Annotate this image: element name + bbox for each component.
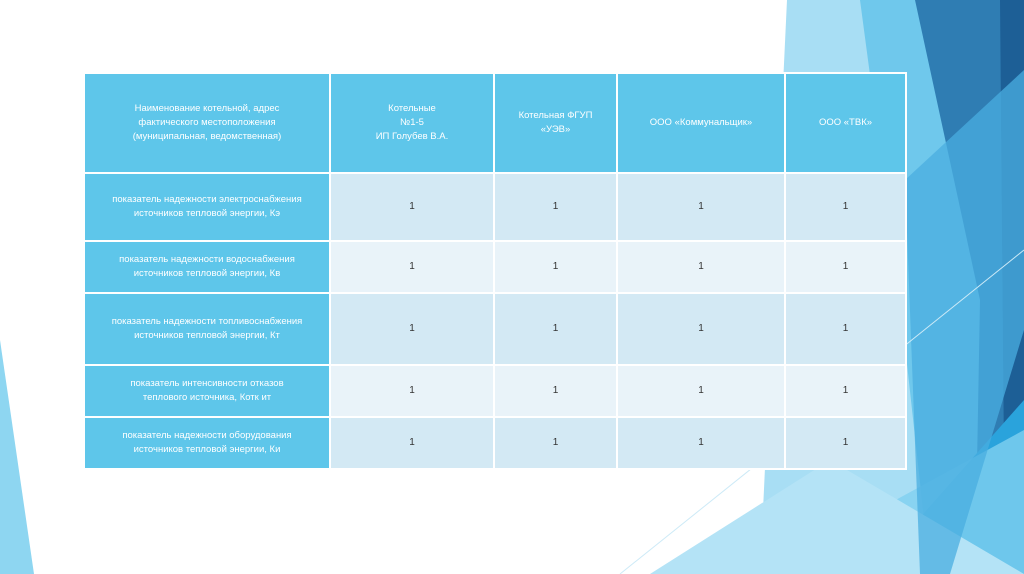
table-cell: 1 [494,293,617,365]
row-label: показатель надежности топливоснабжения источников тепловой энергии, Кт [84,293,330,365]
table-row [84,293,906,365]
row-label: показатель интенсивности отказов теплового источника, Котк ит [84,365,330,417]
row-label: показатель надежности электроснабжения источников тепловой энергии, Кэ [84,173,330,241]
left-accent-shape [0,340,34,574]
table-row [84,417,906,469]
table-cell: 1 [494,417,617,469]
table-row [84,173,906,241]
table-cell: 1 [330,241,494,293]
header-fgup-uev: Котельная ФГУП «УЭВ» [494,73,617,173]
table-cell: 1 [617,241,785,293]
header-tvk: ООО «ТВК» [785,73,906,173]
reliability-indicators-table [83,72,907,470]
table-cell: 1 [494,241,617,293]
table-cell: 1 [785,173,906,241]
table-cell: 1 [617,293,785,365]
table-cell: 1 [330,173,494,241]
table-row [84,241,906,293]
table-header-row [84,73,906,173]
header-kommunalshik: ООО «Коммунальщик» [617,73,785,173]
table-cell: 1 [785,417,906,469]
table-row [84,365,906,417]
header-boiler-name: Наименование котельной, адрес фактического местоположения (муниципальная, ведомственная) [84,73,330,173]
table-cell: 1 [330,417,494,469]
table-cell: 1 [494,173,617,241]
table-cell: 1 [494,365,617,417]
table-cell: 1 [785,241,906,293]
table-cell: 1 [785,365,906,417]
table-cell: 1 [617,365,785,417]
table-cell: 1 [330,365,494,417]
row-label: показатель надежности оборудования источников тепловой энергии, Ки [84,417,330,469]
table-cell: 1 [617,173,785,241]
table-cell: 1 [617,417,785,469]
row-label: показатель надежности водоснабжения источников тепловой энергии, Кв [84,241,330,293]
table-cell: 1 [330,293,494,365]
header-golubev: Котельные №1-5 ИП Голубев В.А. [330,73,494,173]
table-cell: 1 [785,293,906,365]
